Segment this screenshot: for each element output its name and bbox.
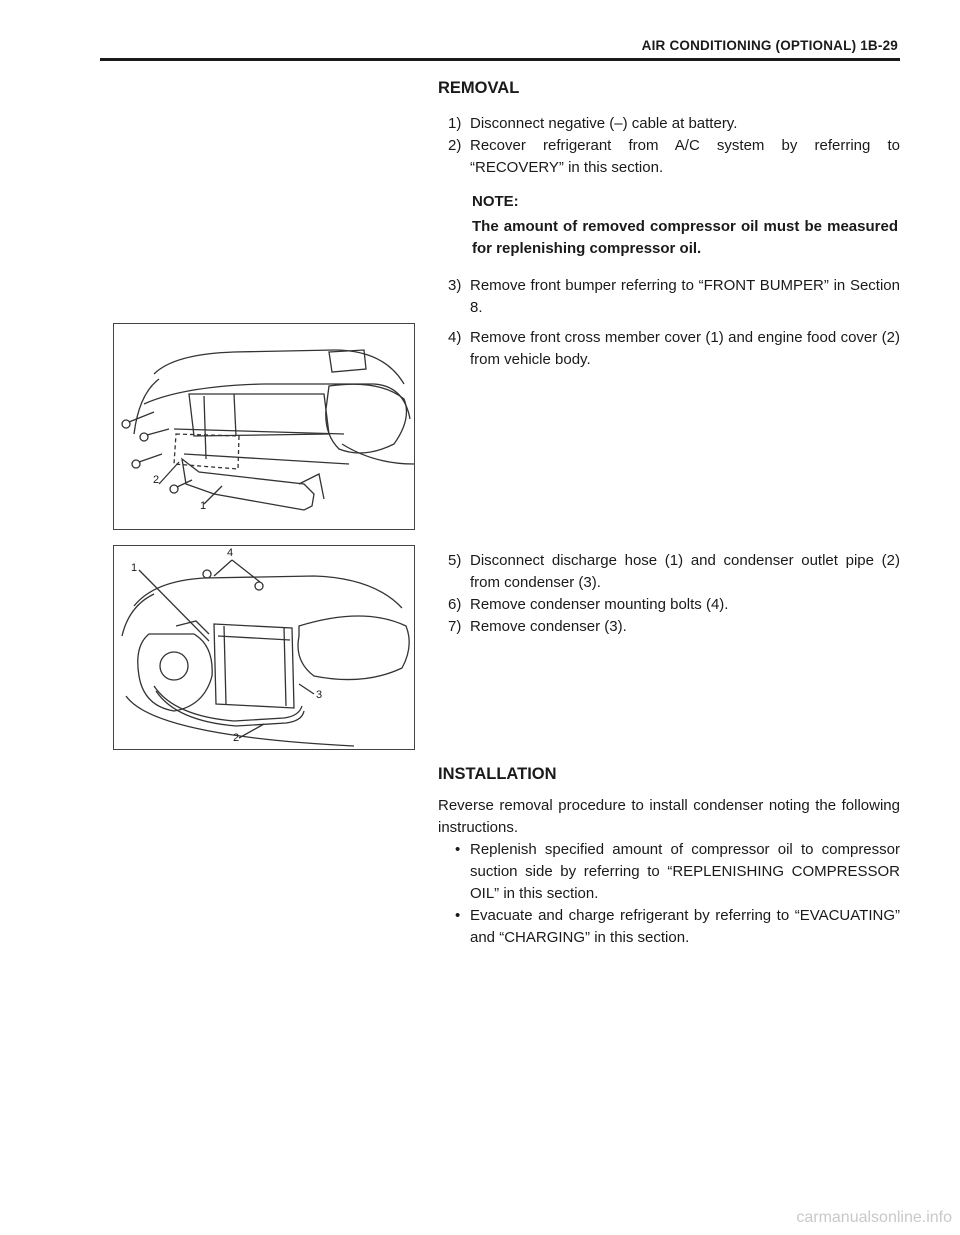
- step-text: Remove condenser mounting bolts (4).: [470, 596, 729, 613]
- step-3: [448, 275, 900, 319]
- bullet-2: [455, 905, 900, 949]
- bullet-1: [455, 839, 900, 905]
- step-5: [448, 550, 900, 594]
- step-number: 4): [448, 329, 462, 346]
- step-text: Disconnect discharge hose (1) and condenser outlet pipe (2) from condenser (3).: [470, 552, 900, 591]
- figure-front-cross-member: [113, 323, 415, 530]
- step-text: Remove condenser (3).: [470, 618, 627, 635]
- step-number: 5): [448, 552, 462, 569]
- step-1: [448, 113, 900, 135]
- step-number: 7): [448, 618, 462, 635]
- figure-2-callout-3: 3: [316, 689, 323, 701]
- figure-1-callout-2: 2: [153, 474, 160, 486]
- step-text: Recover refrigerant from A/C system by referring to “RECOVERY” in this section.: [470, 137, 900, 176]
- figure-2-callout-1: 1: [131, 562, 138, 574]
- bullet-dot: •: [455, 907, 461, 924]
- step-4: [448, 327, 900, 371]
- step-number: 2): [448, 137, 462, 154]
- note-text: The amount of removed compressor oil must be measured for replenishing compressor oil.: [472, 218, 898, 257]
- figure-1-callout-1: 1: [200, 500, 207, 512]
- bullet-dot: •: [455, 841, 461, 858]
- step-number: 6): [448, 596, 462, 613]
- bullet-text: Replenish specified amount of compressor oil to compressor suction side by referring to “REPLENISHING COMPRESSOR OIL” in this section.: [470, 841, 900, 902]
- step-7: [448, 616, 900, 638]
- watermark: carmanualsonline.info: [796, 1209, 952, 1226]
- step-text: Remove front cross member cover (1) and engine food cover (2) from vehicle body.: [470, 329, 900, 368]
- header-rule: [100, 58, 900, 61]
- step-number: 1): [448, 115, 462, 132]
- figure-2-callout-4: 4: [227, 547, 234, 559]
- removal-heading: REMOVAL: [438, 79, 520, 97]
- installation-intro: Reverse removal procedure to install condenser noting the following instructions.: [438, 797, 900, 836]
- step-number: 3): [448, 277, 462, 294]
- figure-2-illustration: [114, 546, 414, 749]
- installation-heading: INSTALLATION: [438, 765, 557, 783]
- bullet-text: Evacuate and charge refrigerant by referring to “EVACUATING” and “CHARGING” in this section.: [470, 907, 900, 946]
- figure-1-illustration: [114, 324, 414, 529]
- figure-condenser: [113, 545, 415, 750]
- step-6: [448, 594, 900, 616]
- step-2: [448, 135, 900, 179]
- page-header-title: AIR CONDITIONING (OPTIONAL) 1B-29: [641, 38, 898, 53]
- step-text: Remove front bumper referring to “FRONT BUMPER” in Section 8.: [470, 277, 900, 316]
- step-text: Disconnect negative (–) cable at battery.: [470, 115, 738, 132]
- note-label: NOTE:: [472, 193, 519, 210]
- figure-2-callout-2: 2: [233, 732, 240, 744]
